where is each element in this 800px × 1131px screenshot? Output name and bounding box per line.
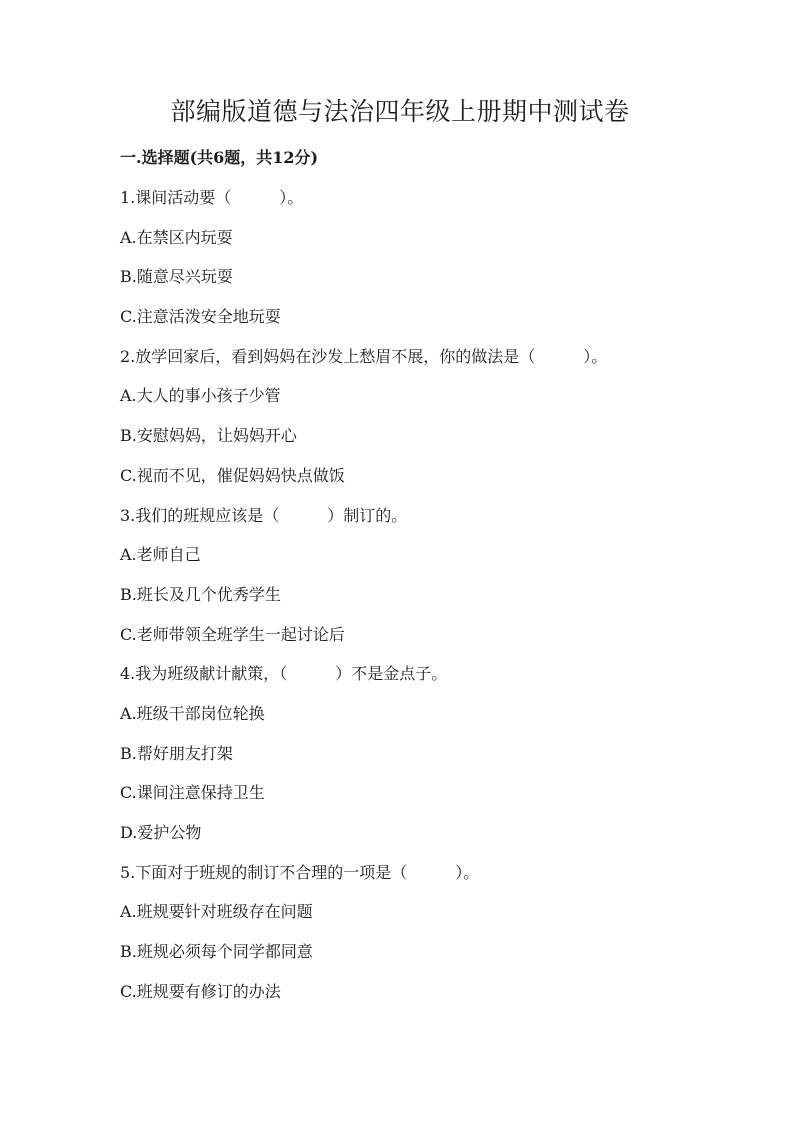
question-1-option-c: C.注意活泼安全地玩耍	[120, 307, 281, 326]
question-3-stem: 3.我们的班规应该是（ ）制订的。	[120, 506, 408, 525]
question-3-option-a: A.老师自己	[120, 545, 201, 564]
question-5-option-c: C.班规要有修订的办法	[120, 982, 281, 1001]
question-4-option-b: B.帮好朋友打架	[120, 744, 233, 763]
question-5-option-b: B.班规必须每个同学都同意	[120, 942, 313, 961]
question-2-stem: 2.放学回家后，看到妈妈在沙发上愁眉不展，你的做法是（ ）。	[120, 347, 608, 366]
question-2-option-b: B.安慰妈妈，让妈妈开心	[120, 426, 297, 445]
question-2-option-a: A.大人的事小孩子少管	[120, 386, 281, 405]
question-2-option-c: C.视而不见，催促妈妈快点做饭	[120, 466, 345, 485]
exam-title: 部编版道德与法治四年级上册期中测试卷	[170, 97, 630, 126]
question-1-option-a: A.在禁区内玩耍	[120, 228, 233, 247]
question-5-stem: 5.下面对于班规的制订不合理的一项是（ ）。	[120, 863, 480, 882]
question-5-option-a: A.班规要针对班级存在问题	[120, 902, 313, 921]
question-4-option-d: D.爱护公物	[120, 823, 202, 842]
question-3-option-c: C.老师带领全班学生一起讨论后	[120, 625, 345, 644]
question-1-stem: 1.课间活动要（ ）。	[120, 188, 304, 207]
question-3-option-b: B.班长及几个优秀学生	[120, 585, 281, 604]
section-heading: 一.选择题(共6题，共12分)	[120, 148, 319, 167]
question-4-option-c: C.课间注意保持卫生	[120, 783, 265, 802]
question-1-option-b: B.随意尽兴玩耍	[120, 267, 233, 286]
question-4-stem: 4.我为班级献计献策，（ ）不是金点子。	[120, 664, 448, 683]
question-4-option-a: A.班级干部岗位轮换	[120, 704, 265, 723]
